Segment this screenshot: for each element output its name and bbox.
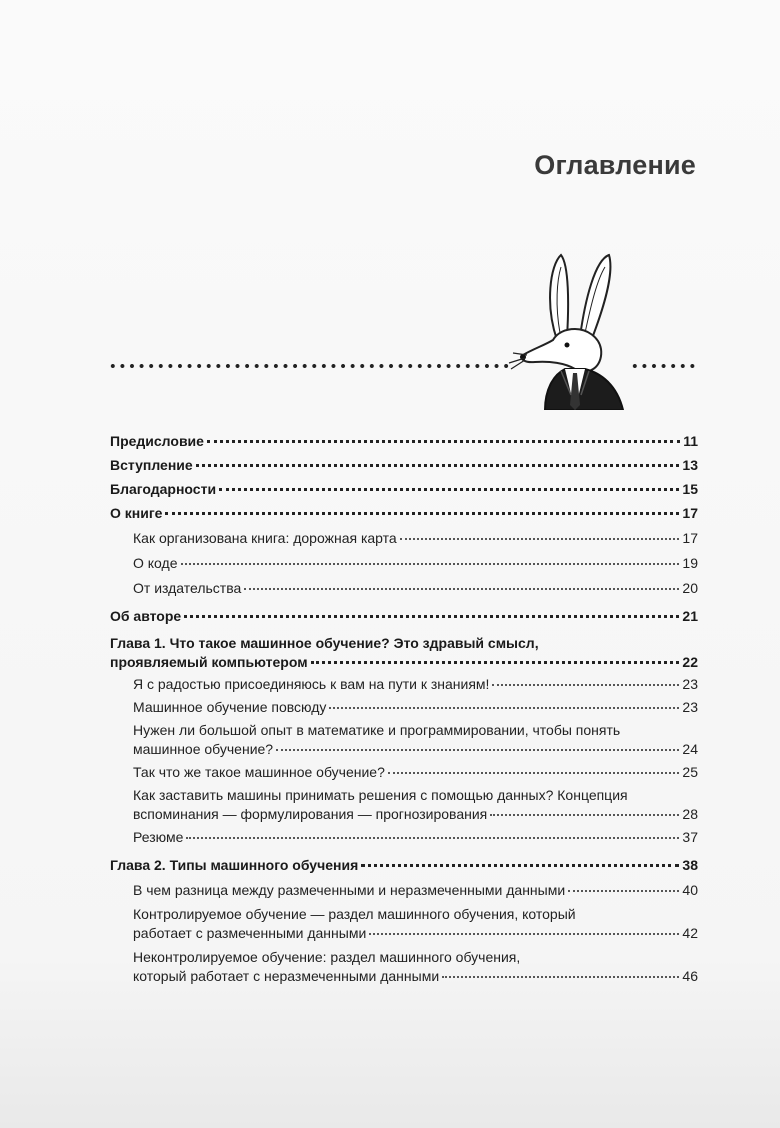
toc-entry-title: Глава 2. Типы машинного обучения [110, 857, 359, 873]
toc-entry-ml-everywhere[interactable] [110, 699, 698, 715]
toc-entry-page: 19 [682, 555, 698, 571]
toc-entry-title: машинное обучение? [133, 741, 274, 757]
dotted-divider-right [630, 363, 700, 369]
leader-dots [196, 464, 680, 467]
toc-entry-title: который работает с неразмеченными данными [133, 968, 440, 984]
toc-entry-title: От издательства [133, 580, 242, 596]
toc-entry-page: 40 [682, 882, 698, 898]
leader-dots [388, 772, 680, 774]
toc-entry-title: Благодарности [110, 481, 217, 497]
toc-entry-title: В чем разница между размеченными и неразмеченными данными [133, 882, 566, 898]
toc-entry-page: 38 [682, 857, 698, 873]
toc-entry-title-line-1: Нужен ли большой опыт в математике и программировании, чтобы понять [133, 722, 621, 738]
toc-entry-about-code[interactable] [110, 555, 698, 571]
leader-dots [369, 933, 679, 935]
toc-entry-page: 13 [682, 457, 698, 473]
toc-entry-title: вспоминания — формулирования — прогнозирования [133, 806, 488, 822]
toc-entry-roadmap[interactable] [110, 530, 698, 546]
toc-entry-preface[interactable] [110, 433, 698, 449]
toc-entry-what-is-ml[interactable] [110, 764, 698, 780]
toc-entry-title-line-1: Глава 1. Что такое машинное обучение? Это здравый смысл, [110, 635, 539, 651]
leader-dots [311, 661, 680, 664]
toc-entry-title: О книге [110, 505, 163, 521]
leader-dots [165, 512, 679, 515]
toc-entry-page: 17 [682, 505, 698, 521]
toc-entry-title: Так что же такое машинное обучение? [133, 764, 385, 780]
table-of-contents [110, 433, 698, 984]
toc-entry-join-journey[interactable] [110, 676, 698, 692]
leader-dots [276, 749, 679, 751]
toc-entry-title: О коде [133, 555, 178, 571]
toc-entry-page: 37 [682, 829, 698, 845]
leader-dots [244, 588, 679, 590]
leader-dots [181, 563, 680, 565]
toc-entry-supervised-learning[interactable] [110, 906, 698, 941]
leader-dots [186, 837, 679, 839]
toc-entry-chapter-2[interactable] [110, 857, 698, 873]
leader-dots [400, 538, 680, 540]
leader-dots [490, 814, 679, 816]
toc-entry-title: Как организована книга: дорожная карта [133, 530, 397, 546]
toc-entry-title: Я с радостью присоединяюсь к вам на пути к знаниям! [133, 676, 490, 692]
page-title: Оглавление [534, 150, 696, 181]
toc-entry-title: Резюме [133, 829, 184, 845]
leader-dots [442, 976, 679, 978]
leader-dots [492, 684, 679, 686]
toc-entry-labeled-vs-unlabeled[interactable] [110, 882, 698, 898]
toc-entry-page: 42 [682, 925, 698, 941]
toc-entry-page: 23 [682, 676, 698, 692]
toc-entry-title-line-1: Неконтролируемое обучение: раздел машинного обучения, [133, 949, 521, 965]
leader-dots [361, 864, 679, 867]
dotted-divider-left [108, 363, 512, 369]
toc-entry-page: 22 [682, 654, 698, 670]
leader-dots [568, 890, 679, 892]
toc-entry-title: проявляемый компьютером [110, 654, 308, 670]
toc-entry-from-publisher[interactable] [110, 580, 698, 596]
toc-entry-page: 15 [682, 481, 698, 497]
toc-entry-introduction[interactable] [110, 457, 698, 473]
toc-entry-title: Предисловие [110, 433, 204, 449]
toc-entry-about-author[interactable] [110, 608, 698, 624]
toc-entry-title-line-1: Контролируемое обучение — раздел машинного обучения, который [133, 906, 576, 922]
toc-entry-page: 24 [682, 741, 698, 757]
toc-entry-title-line-1: Как заставить машины принимать решения с помощью данных? Концепция [133, 787, 628, 803]
toc-entry-title: Машинное обучение повсюду [133, 699, 327, 715]
toc-entry-chapter-1[interactable] [110, 635, 698, 670]
toc-entry-page: 23 [682, 699, 698, 715]
toc-entry-page: 21 [682, 608, 698, 624]
toc-entry-page: 46 [682, 968, 698, 984]
toc-entry-page: 28 [682, 806, 698, 822]
toc-entry-math-experience[interactable] [110, 722, 698, 757]
toc-entry-about-book[interactable] [110, 505, 698, 521]
toc-entry-summary[interactable] [110, 829, 698, 845]
leader-dots [207, 440, 680, 443]
toc-entry-page: 17 [682, 530, 698, 546]
leader-dots [184, 615, 679, 618]
toc-entry-page: 25 [682, 764, 698, 780]
toc-entry-decisions-with-data[interactable] [110, 787, 698, 822]
leader-dots [219, 488, 679, 491]
leader-dots [329, 707, 679, 709]
toc-entry-title: Об авторе [110, 608, 182, 624]
toc-entry-title: Вступление [110, 457, 193, 473]
rabbit-in-suit-illustration [505, 245, 635, 410]
toc-entry-title: работает с размеченными данными [133, 925, 367, 941]
toc-entry-page: 20 [682, 580, 698, 596]
toc-entry-acknowledgements[interactable] [110, 481, 698, 497]
toc-entry-page: 11 [683, 433, 698, 449]
toc-entry-unsupervised-learning[interactable] [110, 949, 698, 984]
